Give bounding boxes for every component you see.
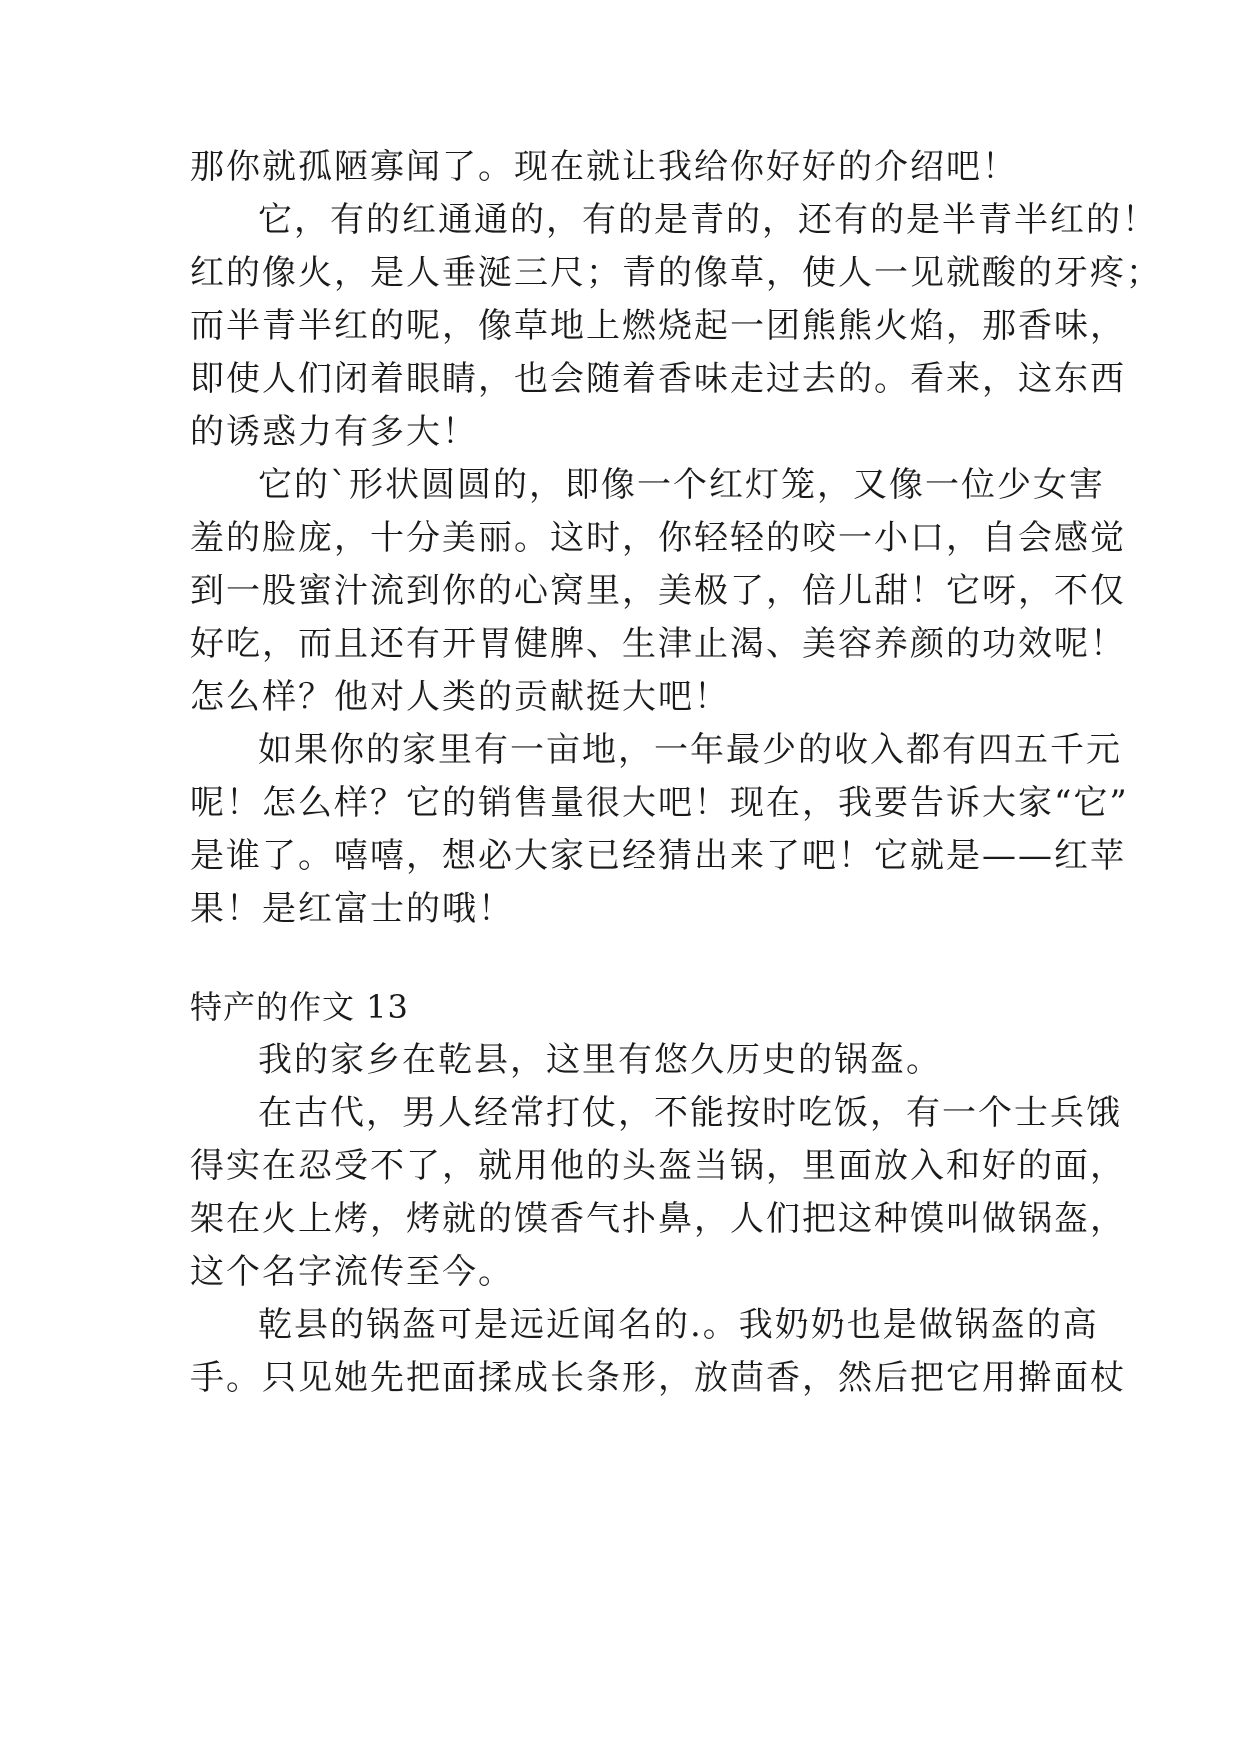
text-line: 的诱惑力有多大！	[190, 412, 478, 452]
section-title: 特产的作文 13	[190, 988, 409, 1026]
paragraph-first-line: 它，有的红通通的，有的是青的，还有的是半青半红的！	[258, 200, 1158, 240]
text-line: 而半青半红的呢，像草地上燃烧起一团熊熊火焰，那香味，	[190, 306, 1126, 346]
text-line: 即使人们闭着眼睛，也会随着香味走过去的。看来，这东西	[190, 359, 1126, 399]
paragraph-first-line: 我的家乡在乾县，这里有悠久历史的锅盔。	[258, 1040, 942, 1080]
text-line: 得实在忍受不了，就用他的头盔当锅，里面放入和好的面，	[190, 1146, 1126, 1186]
text-line: 这个名字流传至今。	[190, 1252, 514, 1292]
paragraph-first-line: 如果你的家里有一亩地，一年最少的收入都有四五千元	[258, 730, 1122, 770]
text-line: 红的像火，是人垂涎三尺；青的像草，使人一见就酸的牙疼；	[190, 253, 1162, 293]
paragraph-first-line: 在古代，男人经常打仗，不能按时吃饭，有一个士兵饿	[258, 1093, 1122, 1133]
paragraph-first-line: 乾县的锅盔可是远近闻名的.。我奶奶也是做锅盔的高	[258, 1305, 1099, 1345]
text-line: 羞的脸庞，十分美丽。这时，你轻轻的咬一小口，自会感觉	[190, 518, 1126, 558]
text-line: 好吃，而且还有开胃健脾、生津止渴、美容养颜的功效呢！	[190, 624, 1126, 664]
text-line: 是谁了。嘻嘻，想必大家已经猜出来了吧！它就是——红苹	[190, 836, 1126, 876]
text-line: 呢！怎么样？它的销售量很大吧！现在，我要告诉大家“它”	[190, 783, 1129, 823]
text-line: 到一股蜜汁流到你的心窝里，美极了，倍儿甜！它呀，不仅	[190, 571, 1126, 611]
text-line: 架在火上烤，烤就的馍香气扑鼻，人们把这种馍叫做锅盔，	[190, 1199, 1126, 1239]
text-line: 手。只见她先把面揉成长条形，放茴香，然后把它用擀面杖	[190, 1358, 1126, 1398]
text-line: 果！是红富士的哦！	[190, 889, 514, 929]
text-line: 怎么样？他对人类的贡献挺大吧！	[190, 677, 730, 717]
paragraph-first-line: 它的`形状圆圆的，即像一个红灯笼，又像一位少女害	[258, 465, 1105, 505]
text-line: 那你就孤陋寡闻了。现在就让我给你好好的介绍吧！	[190, 147, 1018, 187]
